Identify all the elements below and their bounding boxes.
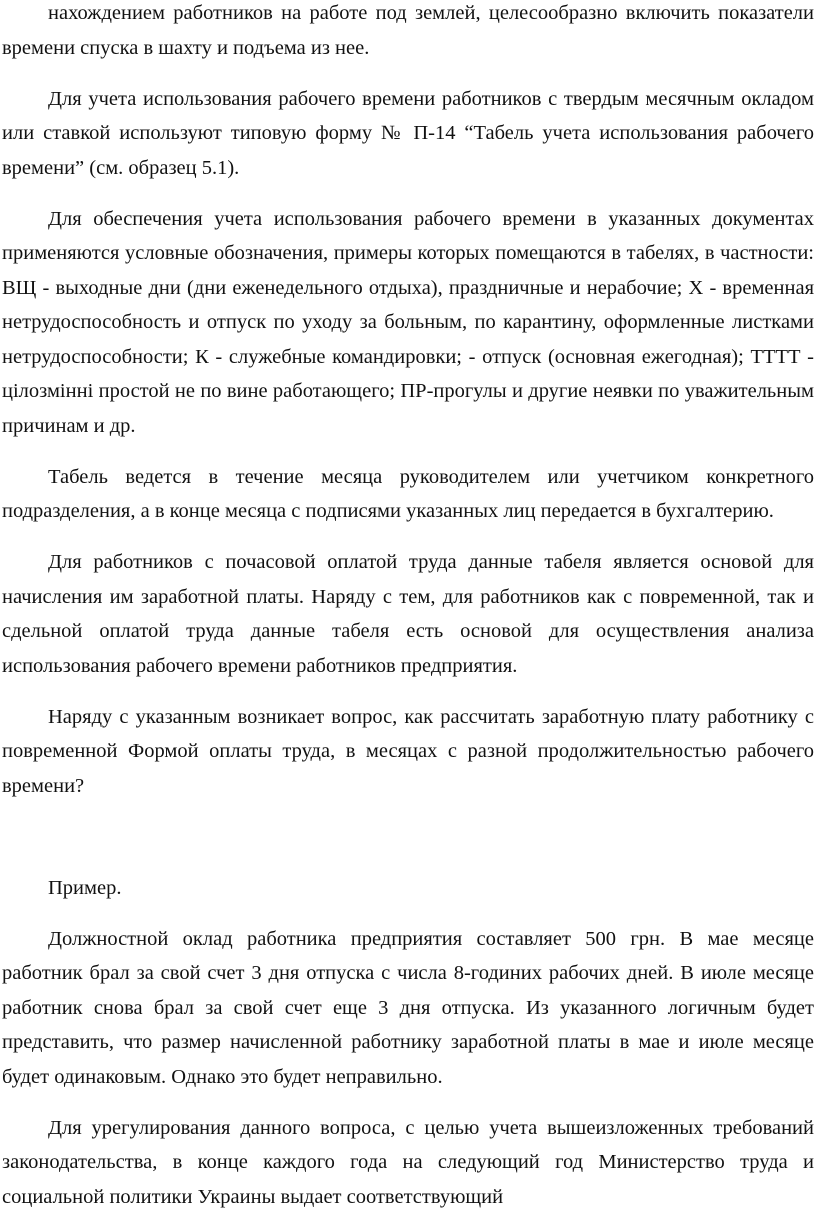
paragraph-3: Для обеспечения учета использования рабочего времени в указанных документах применяются условные обозначения, примеры которых помещаются в табелях, в частности: ВЩ - выходные дни (дни еженедельного отдыха), праздничные и нерабочие; Х - временная нетрудоспособность и отпуск по уходу за больным, по карантину, оформленные листками нетрудоспособности; К - служебные командировки; - отпуск (основная ежегодная); ТТТТ - цілозмінні простой не по вине работающего; ПР-прогулы и другие неявки по уважительным причинам и др. [2, 202, 814, 444]
blank-spacer [2, 820, 814, 871]
paragraph-2: Для учета использования рабочего времени работников с твердым месячным окладом или ставкой используют типовую форму № П-14 “Табель учета использования рабочего времени” (см. образец 5.1). [2, 82, 814, 186]
example-paragraph-2: Для урегулирования данного вопроса, с целью учета вышеизложенных требований законодательства, в конце каждого года на следующий год Министерство труда и социальной политики Украины выдает соответствующий [2, 1111, 814, 1214]
example-paragraph-1: Должностной оклад работника предприятия составляет 500 грн. В мае месяце работник брал за свой счет 3 дня отпуска с числа 8-годиних рабочих дней. В июле месяце работник снова брал за свой счет еще 3 дня отпуска. Из указанного логичным будет представить, что размер начисленной работнику заработной платы в мае и июле месяце будет одинаковым. Однако это будет неправильно. [2, 922, 814, 1095]
example-heading: Пример. [2, 871, 814, 906]
paragraph-6: Наряду с указанным возникает вопрос, как рассчитать заработную плату работнику с повременной Формой оплаты труда, в месяцах с разной продолжительностью рабочего времени? [2, 700, 814, 804]
paragraph-1: нахождением работников на работе под землей, целесообразно включить показатели времени спуска в шахту и подъема из нее. [2, 0, 814, 65]
paragraph-4: Табель ведется в течение месяца руководителем или учетчиком конкретного подразделения, а в конце месяца с подписями указанных лиц передается в бухгалтерию. [2, 460, 814, 529]
paragraph-5: Для работников с почасовой оплатой труда данные табеля является основой для начисления им заработной платы. Наряду с тем, для работников как с повременной, так и сдельной оплатой труда данные табеля есть основой для осуществления анализа использования рабочего времени работников предприятия. [2, 545, 814, 683]
